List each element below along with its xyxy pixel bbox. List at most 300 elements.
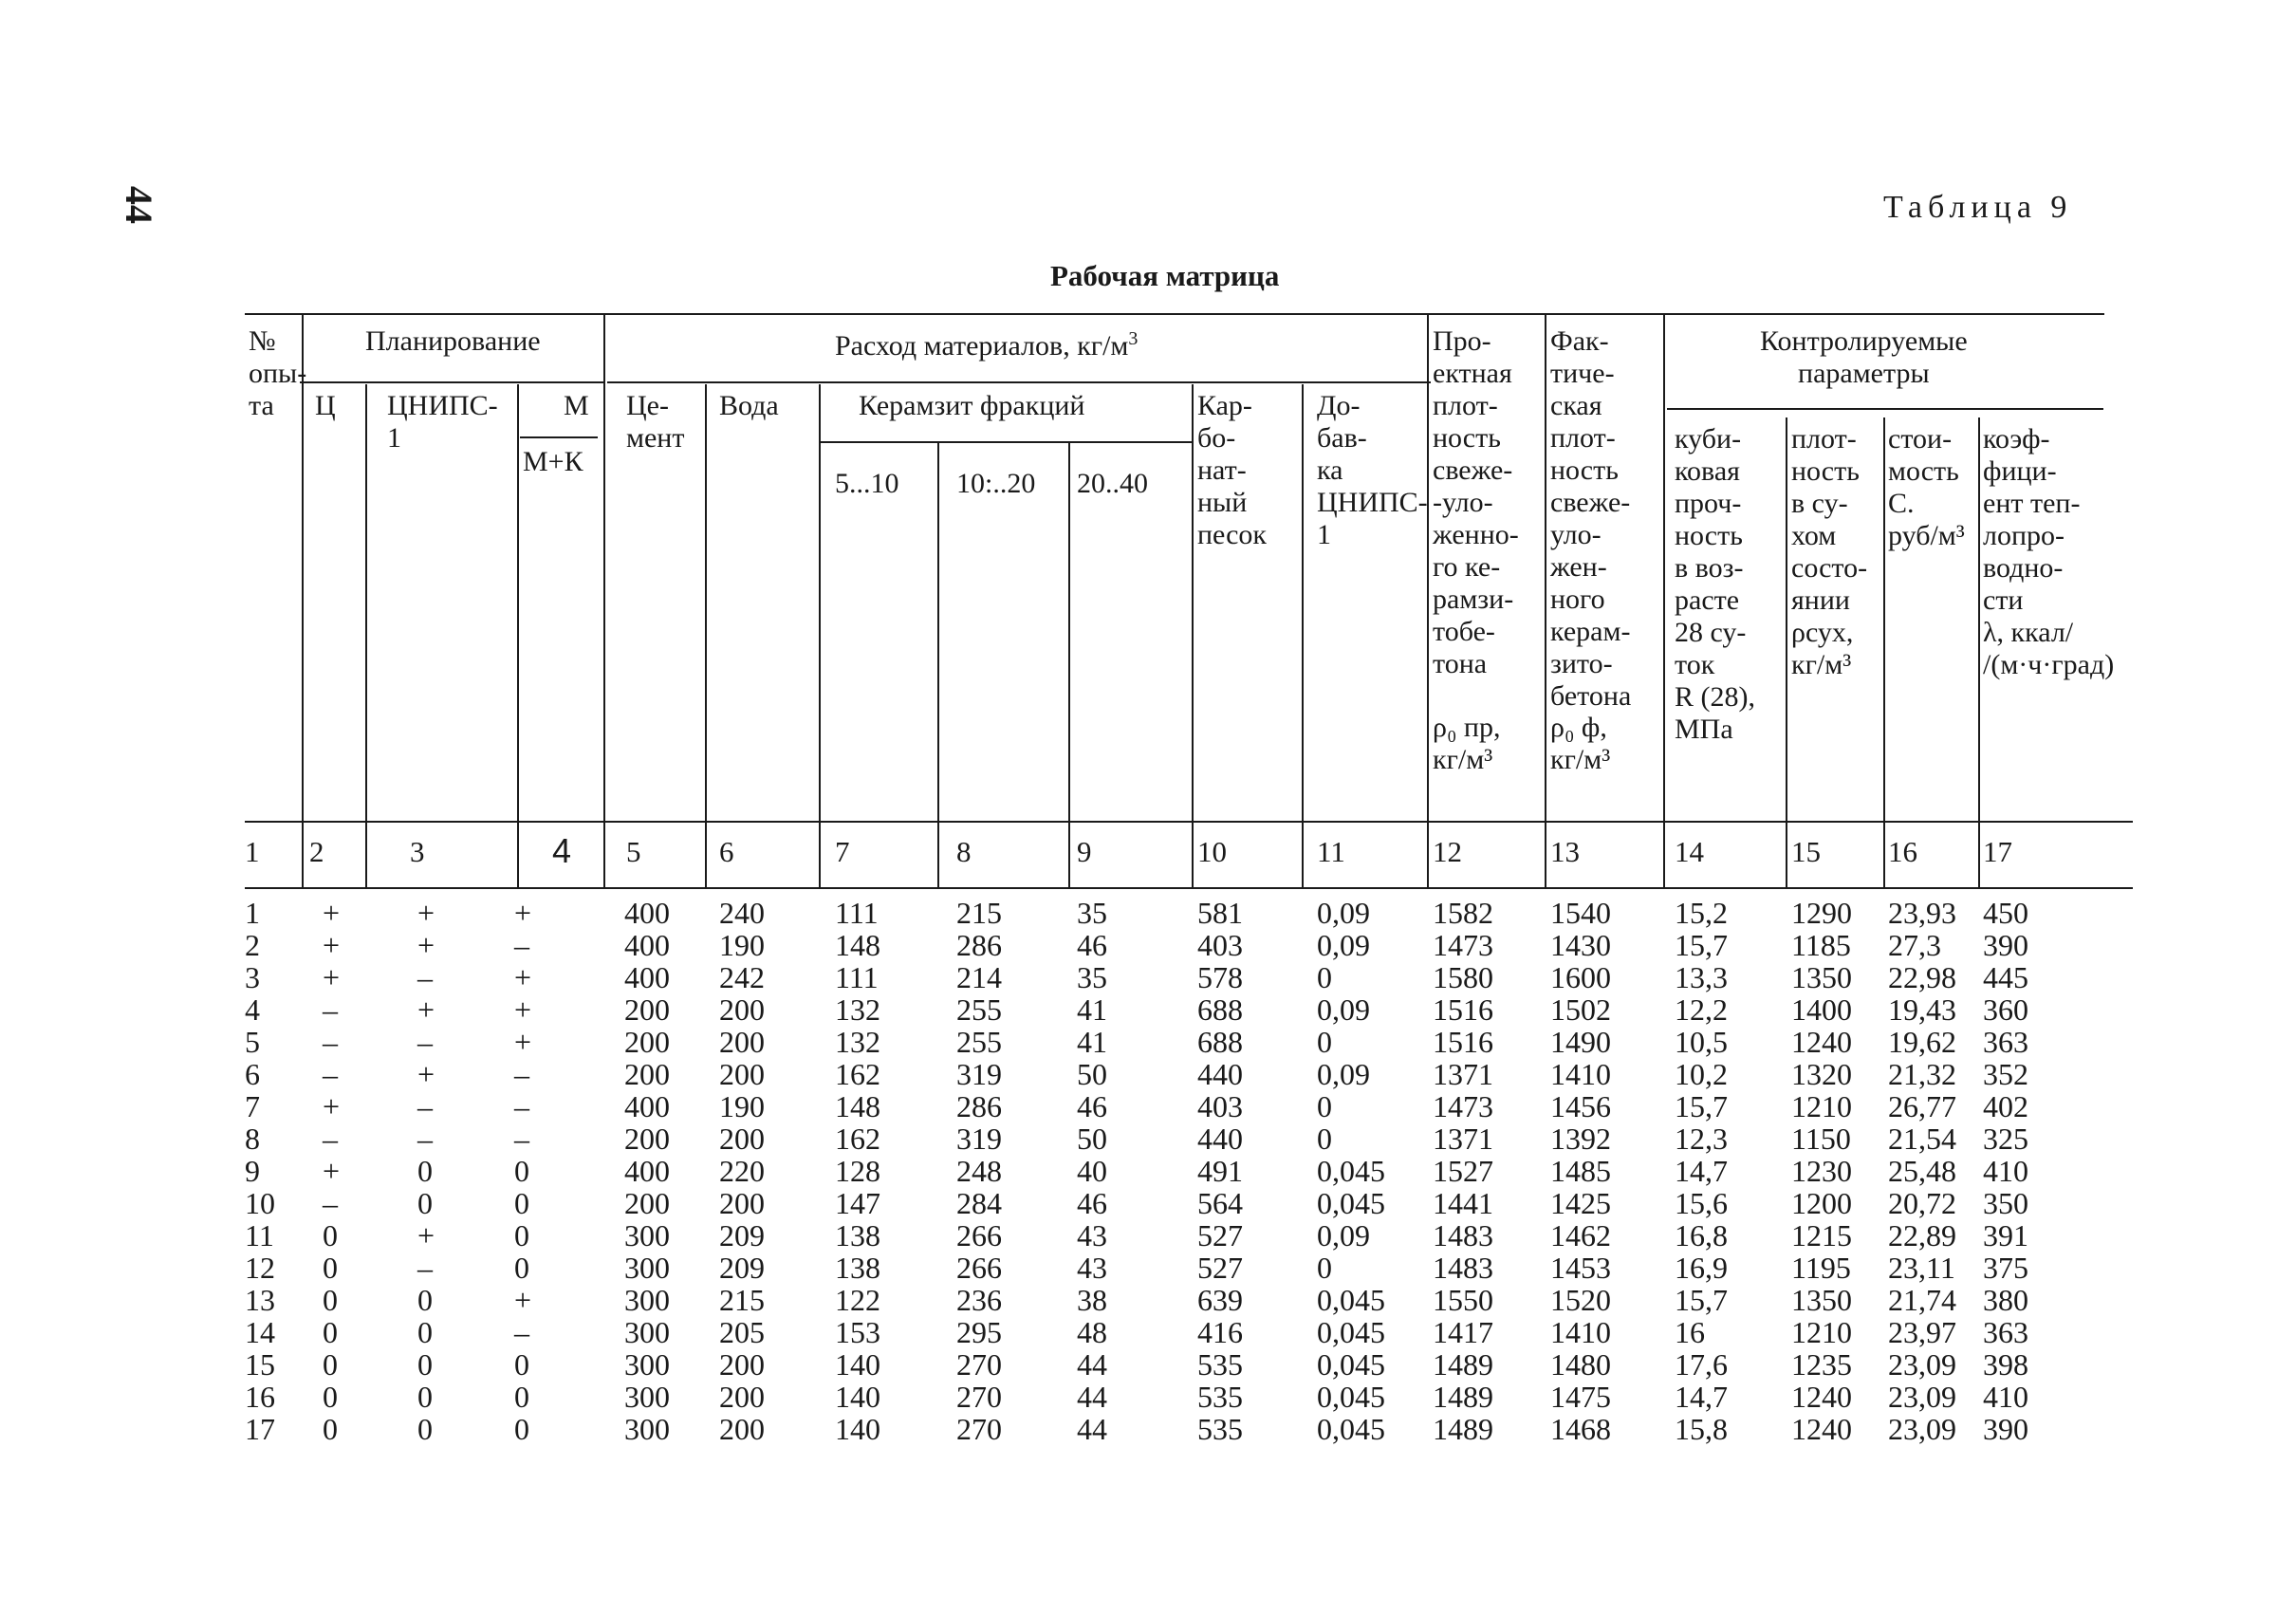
cell-plan-m: +	[514, 1283, 532, 1317]
cell-water: 209	[719, 1251, 765, 1285]
cell-cost: 27,3	[1888, 928, 1941, 962]
cell-actual-density: 1502	[1550, 993, 1611, 1027]
rule-planning	[300, 381, 603, 383]
cell-plan-ts: 0	[323, 1218, 338, 1252]
cell-frac-20-40: 48	[1077, 1315, 1107, 1349]
cell-plan-m: +	[514, 896, 532, 930]
cell-cost: 26,77	[1888, 1089, 1956, 1123]
cell-water: 200	[719, 1186, 765, 1220]
vrule-4	[603, 313, 605, 887]
vrule-6	[819, 384, 821, 887]
cell-cost: 21,74	[1888, 1283, 1956, 1317]
cell-cost: 20,72	[1888, 1186, 1956, 1220]
cell-water: 200	[719, 1347, 765, 1382]
table-row	[0, 1155, 2296, 1187]
cell-frac-10-20: 286	[956, 928, 1002, 962]
cell-sand: 403	[1197, 928, 1243, 962]
vrule-10	[1302, 384, 1304, 887]
cell-conductivity: 350	[1983, 1186, 2028, 1220]
cell-conductivity: 380	[1983, 1283, 2028, 1317]
table-row	[0, 1413, 2296, 1445]
cell-plan-ts: –	[323, 1057, 338, 1091]
cell-water: 200	[719, 1025, 765, 1059]
cell-plan-tsnips: –	[417, 1089, 433, 1123]
header-strength: куби- ковая проч- ность в воз- расте 28 су- ток R (28), МПа	[1675, 423, 1755, 745]
header-cement: Це- мент	[626, 390, 685, 454]
colnum-13: 13	[1550, 835, 1580, 868]
table-row	[0, 1381, 2296, 1413]
cell-frac-10-20: 270	[956, 1380, 1002, 1414]
cell-dry-density: 1400	[1791, 993, 1852, 1027]
cell-frac-5-10: 138	[835, 1218, 880, 1252]
cell-strength: 15,7	[1675, 1089, 1728, 1123]
colnum-4: 4	[552, 831, 572, 870]
cell-actual-density: 1410	[1550, 1315, 1611, 1349]
cell-design-density: 1527	[1433, 1154, 1493, 1188]
cell-dry-density: 1210	[1791, 1089, 1852, 1123]
cell-experiment: 6	[245, 1057, 260, 1091]
cell-conductivity: 363	[1983, 1315, 2028, 1349]
cell-water: 215	[719, 1283, 765, 1317]
colnum-12: 12	[1433, 835, 1462, 868]
cell-strength: 12,3	[1675, 1122, 1728, 1156]
cell-plan-m: 0	[514, 1347, 529, 1382]
table-row	[0, 1348, 2296, 1381]
cell-cement: 300	[624, 1315, 670, 1349]
cell-additive: 0,045	[1317, 1154, 1385, 1188]
cell-experiment: 13	[245, 1283, 275, 1317]
cell-dry-density: 1195	[1791, 1251, 1851, 1285]
table-title: Рабочая матрица	[1050, 259, 1280, 292]
cell-conductivity: 390	[1983, 1412, 2028, 1446]
colnum-16: 16	[1888, 835, 1917, 868]
cell-sand: 564	[1197, 1186, 1243, 1220]
cell-frac-20-40: 35	[1077, 896, 1107, 930]
cell-actual-density: 1430	[1550, 928, 1611, 962]
cell-design-density: 1550	[1433, 1283, 1493, 1317]
header-water: Вода	[719, 390, 779, 421]
cell-conductivity: 363	[1983, 1025, 2028, 1059]
cell-frac-10-20: 319	[956, 1122, 1002, 1156]
rule-m-fraction	[520, 436, 598, 438]
colnum-6: 6	[719, 835, 734, 868]
cell-plan-tsnips: 0	[417, 1380, 433, 1414]
cell-dry-density: 1320	[1791, 1057, 1852, 1091]
cell-frac-5-10: 138	[835, 1251, 880, 1285]
cell-experiment: 5	[245, 1025, 260, 1059]
cell-strength: 17,6	[1675, 1347, 1728, 1382]
cell-plan-ts: –	[323, 993, 338, 1027]
cell-plan-tsnips: +	[417, 1057, 435, 1091]
cell-conductivity: 390	[1983, 928, 2028, 962]
cell-plan-tsnips: –	[417, 1251, 433, 1285]
cell-frac-10-20: 255	[956, 1025, 1002, 1059]
cell-plan-tsnips: 0	[417, 1347, 433, 1382]
header-sand: Кар- бо- нат- ный песок	[1197, 390, 1268, 550]
cell-cement: 200	[624, 1122, 670, 1156]
cell-frac-5-10: 140	[835, 1412, 880, 1446]
vrule-15	[1883, 417, 1885, 887]
colnum-1: 1	[245, 835, 260, 868]
cell-actual-density: 1600	[1550, 960, 1611, 994]
cell-dry-density: 1215	[1791, 1218, 1852, 1252]
header-c-ts: Ц	[315, 390, 336, 421]
table-row	[0, 1284, 2296, 1316]
cell-cement: 400	[624, 960, 670, 994]
table-body	[0, 897, 2296, 1445]
cell-additive: 0,045	[1317, 1380, 1385, 1414]
rule-consumption	[607, 381, 1431, 383]
header-design-density-symbol: ρ₀ пр, кг/м³	[1433, 712, 1501, 775]
cell-plan-tsnips: +	[417, 928, 435, 962]
table-label: Таблица 9	[1883, 190, 2073, 225]
table-row	[0, 1090, 2296, 1122]
cell-design-density: 1473	[1433, 1089, 1493, 1123]
cell-strength: 16,9	[1675, 1251, 1728, 1285]
cell-frac-5-10: 122	[835, 1283, 880, 1317]
header-cost: стои- мость С. руб/м³	[1888, 423, 1965, 551]
cell-experiment: 8	[245, 1122, 260, 1156]
cell-plan-ts: 0	[323, 1251, 338, 1285]
cell-dry-density: 1235	[1791, 1347, 1852, 1382]
cell-plan-ts: 0	[323, 1412, 338, 1446]
table-row	[0, 897, 2296, 929]
cell-cost: 23,93	[1888, 896, 1956, 930]
cell-plan-m: +	[514, 993, 532, 1027]
cell-experiment: 14	[245, 1315, 275, 1349]
cell-dry-density: 1185	[1791, 928, 1851, 962]
cell-sand: 688	[1197, 993, 1243, 1027]
cell-plan-tsnips: –	[417, 1122, 433, 1156]
cell-strength: 15,8	[1675, 1412, 1728, 1446]
cell-cost: 19,62	[1888, 1025, 1956, 1059]
cell-sand: 416	[1197, 1315, 1243, 1349]
cell-frac-20-40: 44	[1077, 1380, 1107, 1414]
cell-additive: 0,09	[1317, 896, 1370, 930]
cell-conductivity: 402	[1983, 1089, 2028, 1123]
header-frac1: 5...10	[835, 468, 899, 499]
cell-cement: 200	[624, 1186, 670, 1220]
cell-frac-10-20: 286	[956, 1089, 1002, 1123]
colnum-2: 2	[309, 835, 324, 868]
cell-dry-density: 1240	[1791, 1412, 1852, 1446]
cell-frac-10-20: 214	[956, 960, 1002, 994]
cell-cement: 200	[624, 993, 670, 1027]
cell-frac-5-10: 147	[835, 1186, 880, 1220]
cell-sand: 535	[1197, 1412, 1243, 1446]
cell-water: 209	[719, 1218, 765, 1252]
cell-frac-20-40: 50	[1077, 1057, 1107, 1091]
cell-cost: 22,89	[1888, 1218, 1956, 1252]
cell-frac-5-10: 132	[835, 993, 880, 1027]
rule-controlled	[1667, 408, 2103, 410]
cell-plan-tsnips: –	[417, 1025, 433, 1059]
cell-experiment: 12	[245, 1251, 275, 1285]
cell-additive: 0,045	[1317, 1412, 1385, 1446]
cell-conductivity: 410	[1983, 1380, 2028, 1414]
cell-plan-ts: +	[323, 1154, 341, 1188]
cell-cost: 23,09	[1888, 1412, 1956, 1446]
cell-sand: 527	[1197, 1251, 1243, 1285]
cell-actual-density: 1462	[1550, 1218, 1611, 1252]
cell-plan-m: 0	[514, 1412, 529, 1446]
cell-cost: 25,48	[1888, 1154, 1956, 1188]
cell-cement: 300	[624, 1218, 670, 1252]
cell-conductivity: 352	[1983, 1057, 2028, 1091]
cell-design-density: 1473	[1433, 928, 1493, 962]
cell-water: 200	[719, 1412, 765, 1446]
cell-plan-tsnips: +	[417, 1218, 435, 1252]
cell-sand: 527	[1197, 1218, 1243, 1252]
header-additive: До- бав- ка ЦНИПС- 1	[1317, 390, 1428, 550]
cell-frac-20-40: 43	[1077, 1218, 1107, 1252]
vrule-3	[517, 384, 519, 887]
rule-header-bottom	[245, 821, 2133, 823]
cell-water: 190	[719, 928, 765, 962]
cell-strength: 15,6	[1675, 1186, 1728, 1220]
cell-sand: 535	[1197, 1347, 1243, 1382]
header-dry-density: плот- ность в су- хом состо- янии ρсух, кг/м³	[1791, 423, 1868, 680]
cell-frac-20-40: 43	[1077, 1251, 1107, 1285]
cell-additive: 0	[1317, 1089, 1332, 1123]
cell-plan-ts: +	[323, 896, 341, 930]
cell-strength: 10,5	[1675, 1025, 1728, 1059]
vrule-8	[1068, 441, 1070, 887]
header-design-density: Про- ектная плот- ность свеже- -уло- женно- го ке- рамзи- тобе- тона	[1433, 325, 1519, 679]
cell-strength: 13,3	[1675, 960, 1728, 994]
cell-plan-tsnips: 0	[417, 1154, 433, 1188]
table-row	[0, 1252, 2296, 1284]
cell-design-density: 1489	[1433, 1412, 1493, 1446]
cell-strength: 16	[1675, 1315, 1705, 1349]
colnum-14: 14	[1675, 835, 1704, 868]
cell-plan-m: 0	[514, 1218, 529, 1252]
cell-additive: 0,045	[1317, 1283, 1385, 1317]
cell-dry-density: 1200	[1791, 1186, 1852, 1220]
cell-cost: 23,97	[1888, 1315, 1956, 1349]
cell-cement: 300	[624, 1347, 670, 1382]
header-planning: Планирование	[365, 325, 541, 357]
cell-cement: 300	[624, 1412, 670, 1446]
cell-experiment: 15	[245, 1347, 275, 1382]
cell-plan-tsnips: 0	[417, 1315, 433, 1349]
colnum-11: 11	[1317, 835, 1345, 868]
cell-experiment: 9	[245, 1154, 260, 1188]
cell-additive: 0,045	[1317, 1315, 1385, 1349]
cell-sand: 491	[1197, 1154, 1243, 1188]
cell-design-density: 1371	[1433, 1122, 1493, 1156]
cell-frac-20-40: 50	[1077, 1122, 1107, 1156]
cell-cement: 400	[624, 928, 670, 962]
header-conductivity: коэф- фици- ент теп- лопро- водно- сти λ, ккал/ /(м·ч·град)	[1983, 423, 2115, 680]
cell-actual-density: 1490	[1550, 1025, 1611, 1059]
vrule-13	[1663, 313, 1665, 887]
cell-cost: 21,54	[1888, 1122, 1956, 1156]
cell-frac-5-10: 111	[835, 960, 879, 994]
cell-strength: 14,7	[1675, 1154, 1728, 1188]
cell-conductivity: 410	[1983, 1154, 2028, 1188]
cell-cost: 23,09	[1888, 1347, 1956, 1382]
cell-sand: 581	[1197, 896, 1243, 930]
header-no: № опы- та	[249, 325, 307, 421]
cell-additive: 0,09	[1317, 1218, 1370, 1252]
cell-conductivity: 391	[1983, 1218, 2028, 1252]
cell-actual-density: 1456	[1550, 1089, 1611, 1123]
vrule-7	[937, 441, 939, 887]
cell-sand: 578	[1197, 960, 1243, 994]
cell-plan-ts: +	[323, 928, 341, 962]
cell-plan-ts: 0	[323, 1347, 338, 1382]
cell-cement: 400	[624, 1154, 670, 1188]
cell-plan-m: –	[514, 1089, 529, 1123]
cell-plan-ts: +	[323, 1089, 341, 1123]
vrule-12	[1545, 313, 1546, 887]
header-actual-density: Фак- тиче- ская плот- ность свеже- уло- жен- ного керам- зито- бетона	[1550, 325, 1632, 712]
table-row	[0, 1122, 2296, 1155]
cell-experiment: 7	[245, 1089, 260, 1123]
cell-conductivity: 325	[1983, 1122, 2028, 1156]
cell-plan-m: +	[514, 960, 532, 994]
vrule-9	[1192, 384, 1194, 887]
cell-plan-tsnips: 0	[417, 1412, 433, 1446]
cell-additive: 0,09	[1317, 928, 1370, 962]
cell-frac-10-20: 248	[956, 1154, 1002, 1188]
cell-actual-density: 1468	[1550, 1412, 1611, 1446]
cell-additive: 0,045	[1317, 1347, 1385, 1382]
header-frac2: 10:..20	[956, 468, 1036, 499]
cell-water: 200	[719, 1380, 765, 1414]
cell-experiment: 4	[245, 993, 260, 1027]
cell-sand: 639	[1197, 1283, 1243, 1317]
cell-plan-m: –	[514, 928, 529, 962]
cell-cement: 200	[624, 1025, 670, 1059]
rule-top	[245, 313, 2104, 315]
cell-plan-m: 0	[514, 1380, 529, 1414]
cell-additive: 0	[1317, 1251, 1332, 1285]
cell-frac-5-10: 148	[835, 928, 880, 962]
cell-frac-10-20: 215	[956, 896, 1002, 930]
cell-plan-tsnips: 0	[417, 1186, 433, 1220]
cell-dry-density: 1230	[1791, 1154, 1852, 1188]
cell-cement: 300	[624, 1251, 670, 1285]
cell-plan-m: +	[514, 1025, 532, 1059]
cell-frac-5-10: 132	[835, 1025, 880, 1059]
header-c-tsnips: ЦНИПС- 1	[387, 390, 498, 454]
cell-strength: 16,8	[1675, 1218, 1728, 1252]
cell-plan-m: 0	[514, 1186, 529, 1220]
cell-dry-density: 1350	[1791, 960, 1852, 994]
cell-plan-ts: +	[323, 960, 341, 994]
cell-experiment: 3	[245, 960, 260, 994]
cell-plan-ts: 0	[323, 1283, 338, 1317]
cell-actual-density: 1425	[1550, 1186, 1611, 1220]
cell-plan-tsnips: –	[417, 960, 433, 994]
cell-water: 200	[719, 1122, 765, 1156]
colnum-3: 3	[410, 835, 425, 868]
cell-conductivity: 375	[1983, 1251, 2028, 1285]
cell-additive: 0	[1317, 1122, 1332, 1156]
cell-frac-10-20: 255	[956, 993, 1002, 1027]
cell-actual-density: 1520	[1550, 1283, 1611, 1317]
cell-cost: 23,11	[1888, 1251, 1955, 1285]
cell-frac-10-20: 236	[956, 1283, 1002, 1317]
cell-plan-m: 0	[514, 1251, 529, 1285]
table-row	[0, 1219, 2296, 1252]
cell-plan-ts: 0	[323, 1315, 338, 1349]
cell-dry-density: 1150	[1791, 1122, 1851, 1156]
cell-actual-density: 1392	[1550, 1122, 1611, 1156]
cell-dry-density: 1290	[1791, 896, 1852, 930]
cell-frac-5-10: 162	[835, 1122, 880, 1156]
cell-water: 205	[719, 1315, 765, 1349]
cell-plan-ts: –	[323, 1122, 338, 1156]
cell-actual-density: 1475	[1550, 1380, 1611, 1414]
cell-water: 220	[719, 1154, 765, 1188]
header-consumption: Расход материалов, $кг/м^3$	[835, 328, 1139, 362]
cell-additive: 0,09	[1317, 1057, 1370, 1091]
cell-strength: 14,7	[1675, 1380, 1728, 1414]
cell-frac-5-10: 153	[835, 1315, 880, 1349]
table-row	[0, 929, 2296, 961]
cell-sand: 403	[1197, 1089, 1243, 1123]
cell-plan-tsnips: +	[417, 896, 435, 930]
cell-water: 200	[719, 993, 765, 1027]
cell-additive: 0,045	[1317, 1186, 1385, 1220]
cell-cement: 300	[624, 1380, 670, 1414]
cell-cement: 300	[624, 1283, 670, 1317]
table-row	[0, 993, 2296, 1026]
colnum-15: 15	[1791, 835, 1821, 868]
cell-cost: 23,09	[1888, 1380, 1956, 1414]
cell-frac-10-20: 270	[956, 1412, 1002, 1446]
cell-conductivity: 445	[1983, 960, 2028, 994]
vrule-16	[1978, 417, 1980, 887]
cell-frac-5-10: 140	[835, 1380, 880, 1414]
colnum-5: 5	[626, 835, 641, 868]
cell-frac-5-10: 162	[835, 1057, 880, 1091]
cell-cement: 400	[624, 896, 670, 930]
cell-conductivity: 450	[1983, 896, 2028, 930]
cell-dry-density: 1240	[1791, 1025, 1852, 1059]
cell-strength: 15,7	[1675, 1283, 1728, 1317]
cell-frac-5-10: 111	[835, 896, 879, 930]
cell-frac-5-10: 140	[835, 1347, 880, 1382]
header-actual-density-symbol: ρ₀ ф, кг/м³	[1550, 712, 1611, 775]
cell-strength: 12,2	[1675, 993, 1728, 1027]
cell-sand: 440	[1197, 1057, 1243, 1091]
cell-frac-5-10: 148	[835, 1089, 880, 1123]
vrule-2	[365, 384, 367, 887]
cell-dry-density: 1350	[1791, 1283, 1852, 1317]
cell-strength: 15,7	[1675, 928, 1728, 962]
table-row	[0, 1187, 2296, 1219]
cell-design-density: 1582	[1433, 896, 1493, 930]
cell-additive: 0	[1317, 1025, 1332, 1059]
cell-actual-density: 1540	[1550, 896, 1611, 930]
colnum-9: 9	[1077, 835, 1092, 868]
cell-design-density: 1483	[1433, 1218, 1493, 1252]
cell-frac-20-40: 38	[1077, 1283, 1107, 1317]
table-row	[0, 1026, 2296, 1058]
cell-frac-20-40: 41	[1077, 1025, 1107, 1059]
cell-actual-density: 1485	[1550, 1154, 1611, 1188]
cell-plan-m: –	[514, 1057, 529, 1091]
cell-frac-5-10: 128	[835, 1154, 880, 1188]
cell-experiment: 11	[245, 1218, 274, 1252]
header-m-top: М	[564, 390, 589, 421]
cell-frac-20-40: 46	[1077, 928, 1107, 962]
cell-frac-10-20: 295	[956, 1315, 1002, 1349]
